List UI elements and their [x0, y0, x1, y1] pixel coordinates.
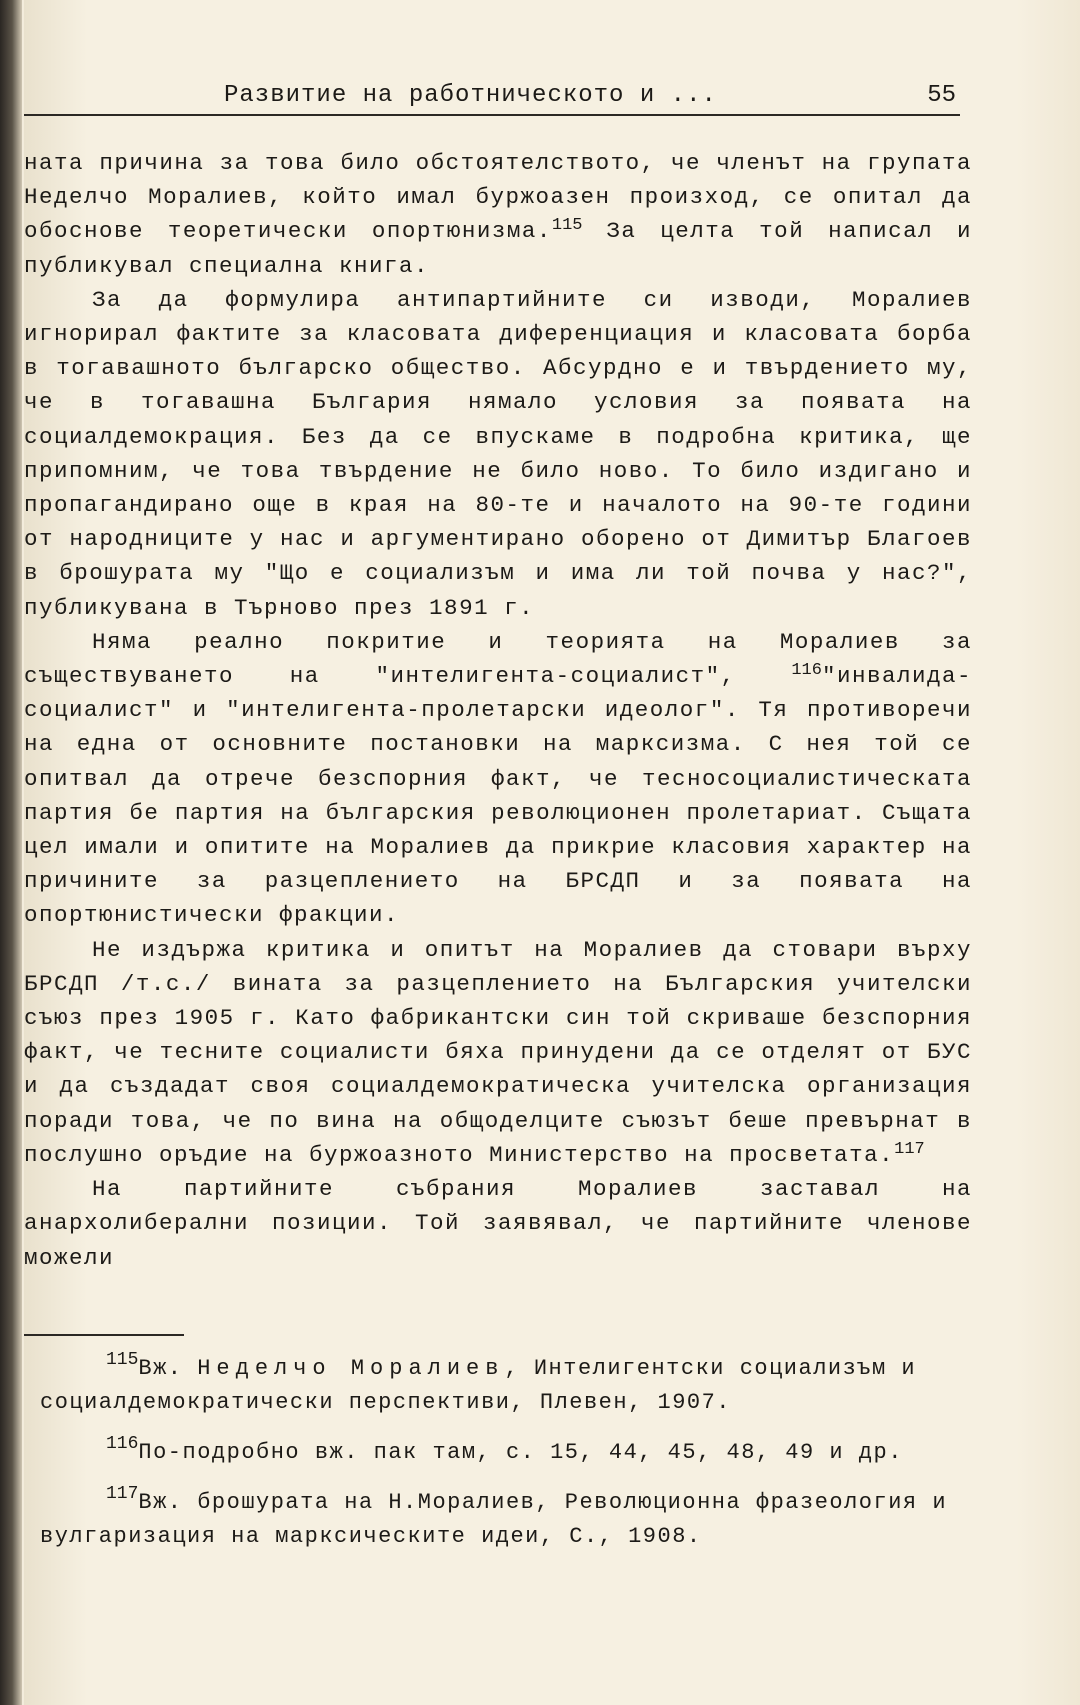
running-title: Развитие на работническото и ...	[224, 82, 717, 109]
paragraph-2	[24, 283, 972, 625]
paragraph-text: ната причина за това било обстоятелството, че членът на групата Неделчо Моралиев, който имал буржоазен произход, се опитал да обоснове теоретически опортюнизма.	[24, 150, 972, 245]
page-number: 55	[927, 82, 956, 109]
footnote-116	[40, 1436, 1000, 1470]
running-header	[24, 82, 960, 116]
footnote-reference: 117	[894, 1139, 925, 1159]
book-binding-shadow	[0, 0, 22, 1705]
footnote-text: По-подробно вж. пак там, с. 15, 44, 45, 48, 49 и др.	[138, 1440, 903, 1465]
footnote-reference: 116	[791, 661, 822, 681]
paragraph-text: За целта той написал и публикувал специална книга.	[24, 218, 972, 279]
paragraph-text: "инвалида-социалист" и "интелигента-пролетарски идеолог". Тя противоречи на една от основните постановки на марксизма. С нея той се опитвал да отрече безспорния факт, че тесносоциалистическата партия бе партия на българския революционен пролетариат. Същата цел имали и опитите на Моралиев да прикрие класовия характер на причините за разцеплението на БРСДП и за появата на опортюнистически фракции.	[24, 663, 972, 929]
paragraph-text: За да формулира антипартийните си изводи, Моралиев игнорирал фактите за класовата диференциация и класовата борба в тогавашното българско общество. Абсурдно е и твърдението му, че в тогавашна България нямало условия за появата на социалдемокрация. Без да се впускаме в подробна критика, ще припомним, че това твърдение не било ново. То било издигано и пропагандирано още в края на 80-те и началото на 90-те години от народниците у нас и аргументирано оборено от Димитър Благоев в брошурата му "Що е социализъм и има ли той почва у нас?", публикувана в Търново през 1891 г.	[24, 286, 972, 621]
body-text	[24, 146, 972, 1275]
paragraph-3	[24, 625, 972, 933]
footnote-text: Вж. брошурата на Н.Моралиев, Революционна фразеология и вулгаризация на марксическите идеи, С., 1908.	[40, 1490, 948, 1549]
footnote-117	[40, 1486, 1000, 1554]
paragraph-4	[24, 933, 972, 1172]
paragraph-text: На партийните събрания Моралиев заставал на анархолиберални позиции. Той заявявал, че партийните членове можели	[24, 1176, 972, 1271]
paragraph-text: Не издържа критика и опитът на Моралиев да стовари върху БРСДП /т.с./ вината за разцеплението на Българския учителски съюз през 1905 г. Като фабрикантски син той скриваше безспорния факт, че тесните социалисти бяха принудени да се отделят от БУС и да създадат своя социалдемократическа учителска организация поради това, че по вина на общоделците съюзът беше превърнат в послушно оръдие на буржоазното Министерство на просветата.	[24, 936, 972, 1168]
footnote-number: 115	[106, 1350, 139, 1370]
paragraph-5	[24, 1172, 972, 1275]
paragraph-text: Няма реално покритие и теорията на Моралиев за съществуването на "интелигента-социалист",	[24, 628, 972, 690]
footnote-separator	[24, 1334, 184, 1336]
footnote-number: 116	[106, 1434, 139, 1454]
footnote-text: , Интелигентски социализъм и социалдемократически перспективи, Плевен, 1907.	[40, 1356, 917, 1415]
footnote-prefix: Вж.	[138, 1356, 198, 1381]
paragraph-1	[24, 146, 972, 283]
footnote-reference: 115	[551, 216, 583, 236]
footnote-115	[40, 1352, 1000, 1420]
footnotes	[40, 1352, 1000, 1570]
footnote-number: 117	[106, 1484, 139, 1504]
footnote-author: Неделчо Моралиев	[197, 1356, 505, 1381]
